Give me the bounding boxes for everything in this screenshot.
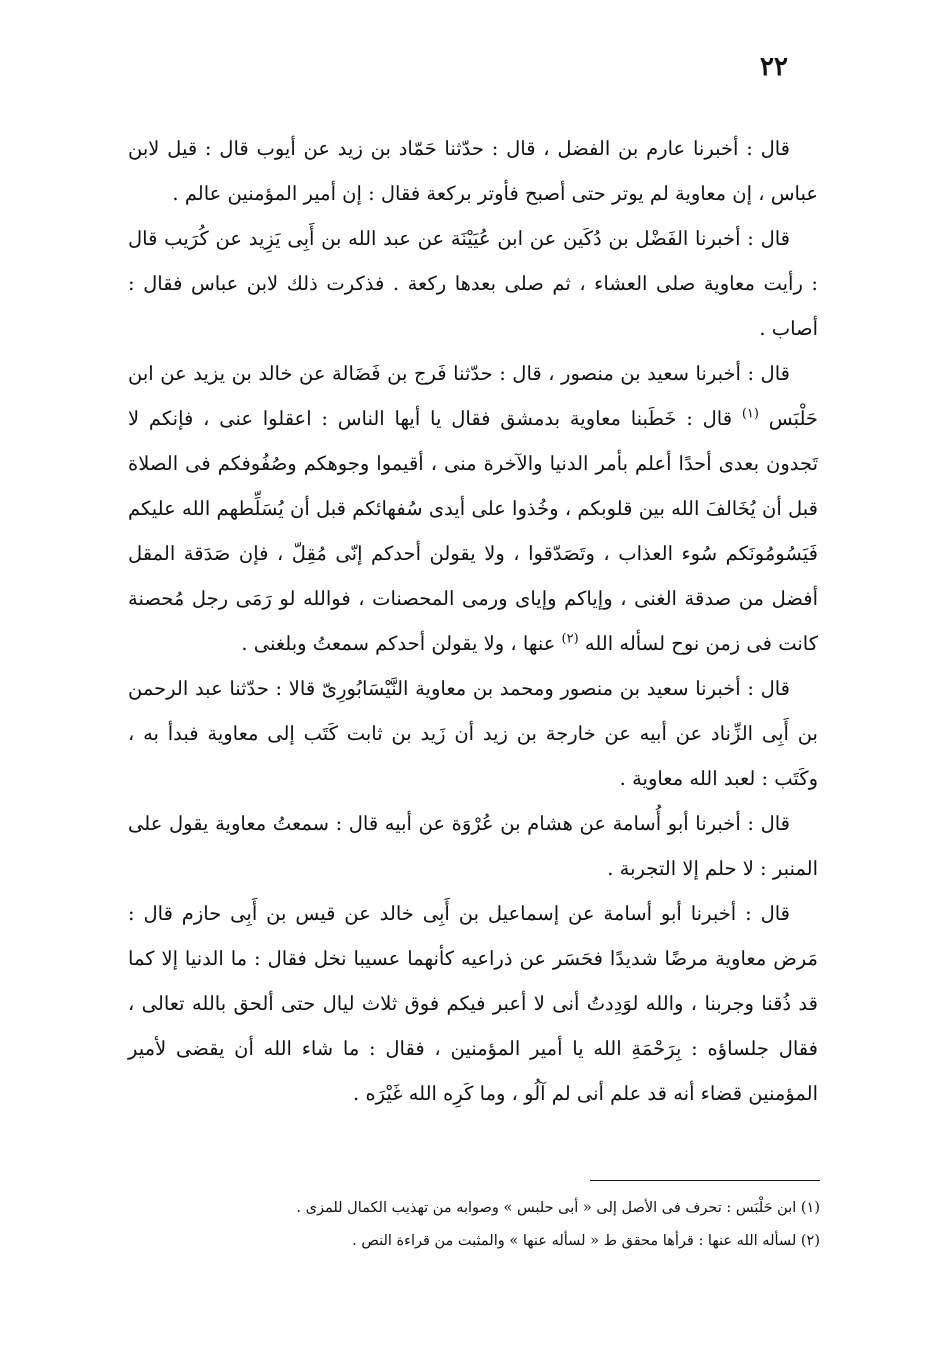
paragraph-3-part-3: عنها ، ولا يقولن أحدكم سمعتُ وبلغنى . bbox=[241, 632, 556, 655]
footnote-2: (٢) لسأله الله عنها : قرأها محقق ط « لسأله عنها » والمثبت من قراءة النص . bbox=[352, 1233, 820, 1249]
paragraph-3-part-1: قال : أخبرنا سعيد بن منصور ، قال : حدّثنا فَرج بن فَضَالة عن خالد بن يزيد عن ابن حَلْبَس bbox=[128, 362, 818, 430]
paragraph-4: قال : أخبرنا سعيد بن منصور ومحمد بن معاوية النَّيْسَابُورِىّ قالا : حدّثنا عبد الرحمن بن أَبِى الزِّناد عن أبيه عن خارجة بن زيد أن زَيد بن ثابت كَتَب إلى معاوية فبدأ به ، وكَتَب : لعبد الله معاوية . bbox=[128, 677, 818, 790]
paragraph-1: قال : أخبرنا عارم بن الفضل ، قال : حدّثنا حَمّاد بن زيد عن أيوب قال : قيل لابن عباس ، إن معاوية لم يوتر حتى أصبح فأوتر بركعة فقال : إن أمير المؤمنين عالم . bbox=[128, 137, 818, 205]
footnotes bbox=[100, 1192, 820, 1258]
main-text bbox=[128, 126, 818, 1116]
paragraph-2: قال : أخبرنا الفَضْل بن دُكَين عن ابن عُيَيْنَة عن عبد الله بن أَبِى يَزِيد عن كُرَيب قال : رأيت معاوية صلى العشاء ، ثم صلى بعدها ركعة . فذكرت ذلك لابن عباس فقال : أصاب . bbox=[128, 227, 818, 340]
footnote-divider bbox=[590, 1180, 820, 1181]
paragraph-3-part-2: قال : خَطَبنا معاوية بدمشق فقال يا أيها الناس : اعقلوا عنى ، فإنكم لا تَجدون بعدى أحدًا أعلم بأمر الدنيا والآخرة منى ، أقيموا وجوهكم وصُفُوفكم فى الصلاة قبل أن يُخَالفَ الله بين قلوبكم ، وخُذوا على أيدى سُفهائكم قبل أن يُسَلِّطهم الله عليكم فَيَسُومُونَكم سُوء العذاب ، وتَصَدّقوا ، ولا يقولن أحدكم إنّى مُقِلّ ، فإن صَدَقة المقل أفضل من صدقة الغنى ، وإياكم وإياى ورمى المحصنات ، فوالله لو رَمَى رجل مُحصنة كانت فى زمن نوح لسأله الله bbox=[128, 407, 818, 655]
page-number: ٢٢ bbox=[760, 52, 788, 82]
footnote-1: (١) ابن حَلْبَس : تحرف فى الأصل إلى « أبى حلبس » وصوابه من تهذيب الكمال للمزى . bbox=[296, 1200, 820, 1216]
paragraph-5: قال : أخبرنا أبو أُسامة عن هشام بن عُرْوَة عن أبيه قال : سمعتُ معاوية يقول على المنبر : لا حلم إلا التجربة . bbox=[128, 812, 818, 880]
footnote-ref-2: (٢) bbox=[561, 631, 579, 647]
footnote-ref-1: (١) bbox=[741, 406, 759, 422]
paragraph-6: قال : أخبرنا أبو أسامة عن إسماعيل بن أَبِى خالد عن قيس بن أَبِى حازم قال : مَرض معاوية مرضًا شديدًا فحَسَر عن ذراعيه كأنهما عسيبا نخل فقال : ما الدنيا إلا كما قد ذُقنا وجربنا ، والله لوَدِدتُ أنى لا أعبر فيكم فوق ثلاث ليال حتى ألحق بالله تعالى ، فقال جلساؤه : بِرَحْمَةِ الله يا أمير المؤمنين ، فقال : ما شاء الله أن يقضى لأمير المؤمنين قضاء أنه قد علم أنى لم آلُو ، وما كَرِه الله غَيْرَه . bbox=[128, 902, 818, 1105]
paragraph-3 bbox=[128, 351, 818, 666]
